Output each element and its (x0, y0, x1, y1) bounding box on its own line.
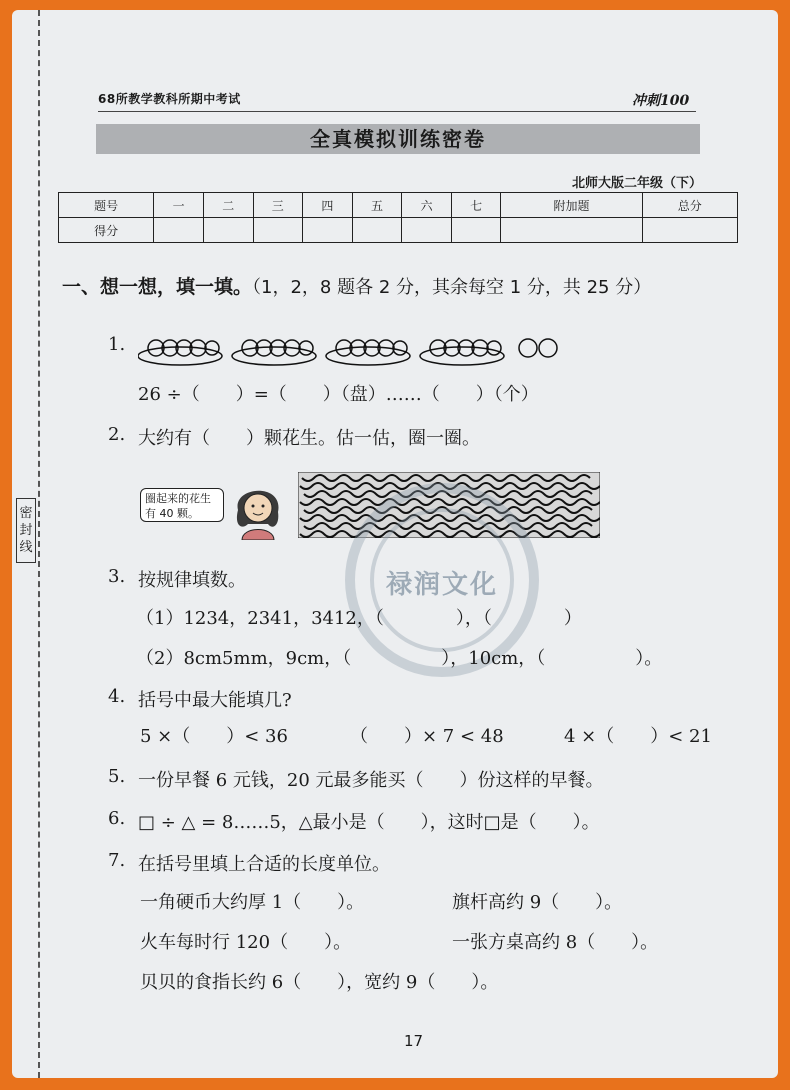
q4-text: 括号中最大能填几? (138, 690, 292, 711)
watermark-text: 禄润文化 (386, 570, 499, 600)
score-cell: 一 (154, 193, 204, 218)
section-title (62, 272, 651, 299)
score-cell: 二 (203, 193, 253, 218)
q7-d: 一张方桌高约 8（ ）。 (452, 932, 659, 953)
section-score-note: （1，2，8 题各 2 分，其余每空 1 分，共 25 分） (252, 277, 652, 298)
q1-equation: 26 ÷（ ）=（ ）（盘）……（ ）（个） (138, 384, 539, 405)
score-cell: 七 (451, 193, 501, 218)
score-table-header-row (59, 193, 738, 218)
score-cell: 总分 (642, 193, 737, 218)
exam-page (12, 10, 778, 1078)
score-cell: 三 (253, 193, 303, 218)
score-blank[interactable] (154, 218, 204, 243)
q7-c: 火车每时行 120（ ）。 (140, 932, 352, 953)
q3-part1: （1）1234，2341，3412，（ ），（ ） (136, 608, 582, 629)
apple-plate-icon (232, 340, 316, 365)
apple-icon (519, 339, 557, 357)
girl-icon (228, 476, 288, 540)
score-blank[interactable] (501, 218, 642, 243)
score-cell: 附加题 (501, 193, 642, 218)
speech-bubble-text: 圈起来的花生有 40 颗。 (145, 492, 211, 520)
binding-label: 密封线 (16, 498, 36, 563)
q4-a: 5 ×（ ）< 36 (140, 726, 288, 747)
apple-plates-illustration (138, 328, 578, 368)
q2-text: 大约有（ ）颗花生。估一估，圈一圈。 (138, 428, 480, 449)
score-table-score-row (59, 218, 738, 243)
score-blank[interactable] (253, 218, 303, 243)
q4-b: （ ）× 7 < 48 (350, 726, 504, 747)
q7-a: 一角硬币大约厚 1（ ）。 (140, 892, 365, 913)
score-blank[interactable] (303, 218, 353, 243)
q3-text: 按规律填数。 (138, 570, 246, 591)
edition-label: 北师大版二年级（下） (572, 176, 703, 191)
score-table (58, 192, 738, 243)
header-rule (98, 111, 696, 112)
score-blank[interactable] (642, 218, 737, 243)
q3-part2: （2）8cm5mm，9cm，（ ），10cm，（ ）。 (136, 648, 663, 669)
header-brand: 冲刺100 (632, 93, 690, 109)
score-blank[interactable] (451, 218, 501, 243)
score-cell: 六 (402, 193, 452, 218)
score-cell: 题号 (59, 193, 154, 218)
score-blank[interactable] (203, 218, 253, 243)
q5-number: 5. (108, 766, 126, 787)
apple-plate-icon (138, 340, 222, 365)
q3-number: 3. (108, 566, 126, 587)
apple-plate-icon (326, 340, 410, 365)
q7-b: 旗杆高约 9（ ）。 (452, 892, 623, 913)
q2-number: 2. (108, 424, 126, 445)
q6-text: □ ÷ △ = 8……5，△最小是（ ），这时□是（ ）。 (138, 812, 600, 833)
q1-number: 1. (108, 334, 126, 355)
score-cell: 得分 (59, 218, 154, 243)
q4-number: 4. (108, 686, 126, 707)
q5-text: 一份早餐 6 元钱，20 元最多能买（ ）份这样的早餐。 (138, 770, 604, 791)
section-title-text: 一、想一想，填一填。 (62, 276, 253, 298)
binding-dashed-line (38, 10, 40, 1078)
q6-number: 6. (108, 808, 126, 829)
page-number: 17 (404, 1032, 424, 1050)
speech-bubble (140, 488, 224, 522)
header-source: 68所教学教科所期中考试 (98, 92, 241, 106)
score-blank[interactable] (402, 218, 452, 243)
apple-plate-icon (420, 340, 504, 365)
q7-number: 7. (108, 850, 126, 871)
score-blank[interactable] (352, 218, 402, 243)
page-title: 全真模拟训练密卷 (310, 127, 486, 151)
q7-e: 贝贝的食指长约 6（ ），宽约 9（ ）。 (140, 972, 499, 993)
score-cell: 四 (303, 193, 353, 218)
q4-c: 4 ×（ ）< 21 (564, 726, 712, 747)
score-cell: 五 (352, 193, 402, 218)
q7-text: 在括号里填上合适的长度单位。 (138, 854, 390, 875)
